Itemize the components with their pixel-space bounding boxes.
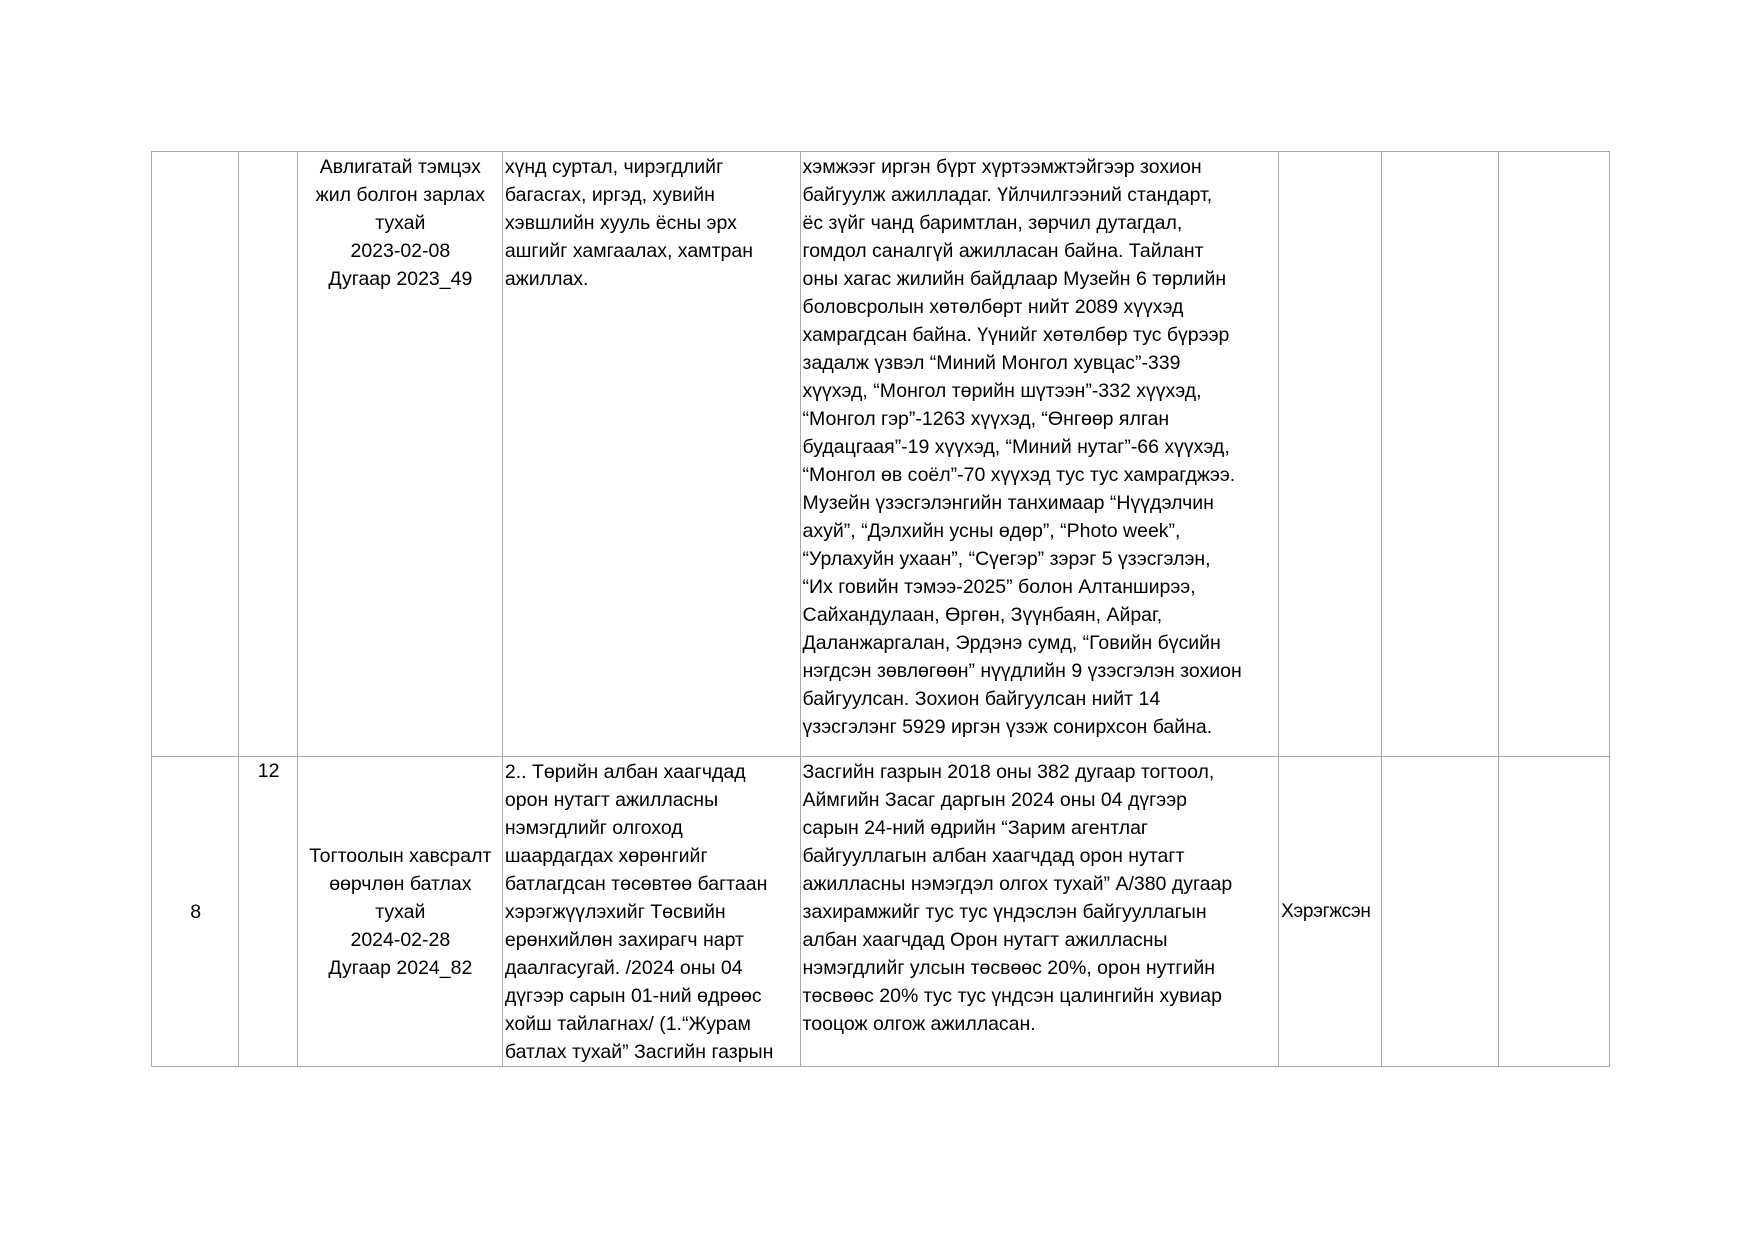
row-number: 8 [190,900,202,923]
row-subnumber-cell [239,152,297,757]
goal-text: 2.. Төрийн албан хаагчдад орон нутагт ажилласны нэмэгдлийг олгоход шаардагдах хөрөнгийг батлагдсан төсөвтөө багтаан хэрэгжүүлэхийг Төсвийн ерөнхийлөн захирагч нарт даалгасугай. /2024 оны 04 дүгээр сарын 01-ний өдрөөс хойш тайлагнах/ (1.“Журам батлах тухай” Засгийн газрын [504,761,774,1063]
report-cell [800,757,1279,1067]
decision-cell [297,757,502,1067]
report-table [151,151,1610,1067]
decision-text: Авлигатай тэмцэх жил болгон зарлах тухай 2023-02-08 Дугаар 2023_49 [315,156,486,290]
report-text: Засгийн газрын 2018 оны 382 дугаар тогтоол, Аймгийн Засаг даргын 2024 оны 04 дүгээр сарын 24-ний өдрийн “Зарим агентлаг байгууллагын албан хаагчдад орон нутагт ажилласны нэмэгдэл олгох тухай” А/380 дугаар захирамжийг тус тус үндэслэн байгууллагын албан хаагчдад Орон нутагт ажилласны нэмэгдлийг улсын төсвөөс 20%, орон нутгийн төсвөөс 20% тус тус үндсэн цалингийн хувиар тооцож олгож ажилласан. [802,761,1233,1035]
extra-cell-1 [1381,757,1499,1067]
status-cell [1279,152,1382,757]
report-cell [800,152,1279,757]
table-row [152,757,1610,1067]
row-subnumber-cell [239,757,297,1067]
extra-cell-2 [1499,757,1610,1067]
extra-cell-1 [1381,152,1499,757]
extra-cell-2 [1499,152,1610,757]
report-text: хэмжээг иргэн бүрт хүртээмжтэйгээр зохион байгуулж ажилладаг. Үйлчилгээний стандарт, ёс зүйг чанд баримтлан, зөрчил дутагдал, гомдол саналгүй ажилласан байна. Тайлант оны хагас жилийн байдлаар Музейн 6 төрлийн боловсролын хөтөлбөрт нийт 2089 хүүхэд хамрагдсан байна. Үүнийг хөтөлбөр тус бүрээр задалж үзвэл “Миний Монгол хувцас”-339 хүүхэд, “Монгол төрийн шүтээн”-332 хүүхэд, “Монгол гэр”-1263 хүүхэд, “Өнгөөр ялган будацгаая”-19 хүүхэд, “Миний нутаг”-66 хүүхэд, “Монгол өв соёл”-70 хүүхэд тус тус хамрагджээ. Музейн үзэсгэлэнгийн танхимаар “Нүүдэлчин ахуй”, “Дэлхийн усны өдөр”, “Photo week”, “Урлахуйн ухаан”, “Сүегэр” зэрэг 5 үзэсгэлэн, “Их говийн тэмээ-2025” болон Алтанширээ, Сайхандулаан, Өргөн, Зүүнбаян, Айраг, Даланжаргалан, Эрдэнэ сумд, “Говийн бүсийн нэгдсэн зөвлөгөөн” нүүдлийн 9 үзэсгэлэн зохион байгуулсан. Зохион байгуулсан нийт 14 үзэсгэлэнг 5929 иргэн үзэж сонирхсон байна. [802,156,1242,738]
row-number-cell [152,152,239,757]
goal-text: хүнд суртал, чирэгдлийг багасгах, иргэд, хувийн хэвшлийн хууль ёсны эрх ашгийг хамгаалах, хамтран ажиллах. [504,156,753,290]
table-row [152,152,1610,757]
status-cell [1279,757,1382,1067]
row-subnumber: 12 [257,760,280,782]
decision-text: Тогтоолын хавсралт өөрчлөн батлах тухай 2024-02-28 Дугаар 2024_82 [309,845,492,979]
goal-cell [502,757,800,1067]
decision-cell [297,152,502,757]
goal-cell [502,152,800,757]
row-number-cell [152,757,239,1067]
status-text: Хэрэгжсэн [1281,901,1371,922]
